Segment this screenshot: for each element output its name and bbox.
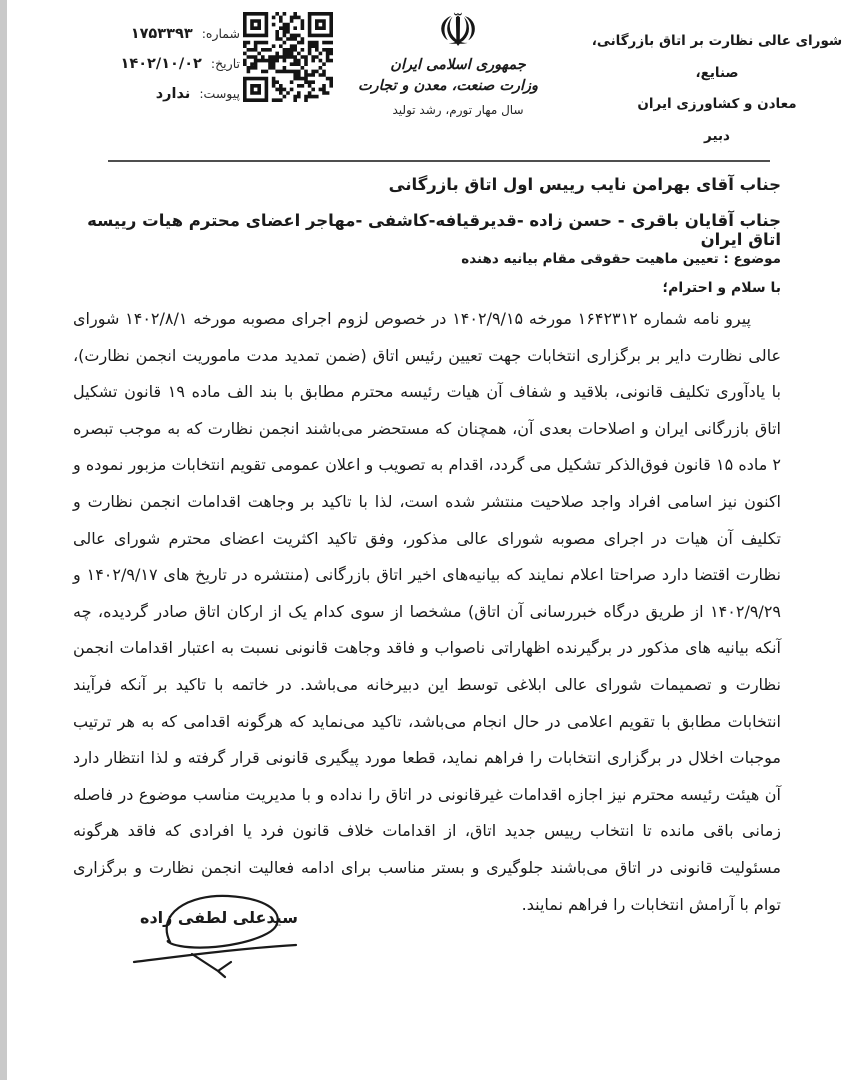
council-line-1: شورای عالی نظارت بر اتاق بازرگانی، صنایع، (591, 33, 843, 81)
country-title: جمهوری اسلامی ایران (390, 56, 526, 74)
iran-emblem-icon: ☫ (437, 3, 479, 57)
council-line-2: معادن و کشاورزی ایران (637, 96, 797, 113)
signatory-name: سیدعلی لطفی زاده (140, 908, 298, 927)
letter-meta (60, 26, 240, 116)
letterhead-center (358, 3, 538, 118)
recipient-line-1: جناب آقای بهرامن نایب رییس اول اتاق بازرگانی (388, 175, 781, 194)
letter-attachment-row (60, 86, 240, 102)
scan-edge-shadow (0, 0, 7, 1080)
recipient-line-2: جناب آقایان باقری - حسن زاده -قدیرقیافه-کاشفی -مهاجر اعضای محترم هیات رییسه اتاق ایران (87, 211, 781, 249)
year-slogan: سال مهار تورم، رشد تولید (392, 103, 524, 118)
letter-body: پیرو نامه شماره ۱۶۴۲۳۱۲ مورخه ۱۴۰۲/۹/۱۵ در خصوص لزوم اجرای مصوبه مورخه ۱۴۰۲/۸/۱ شورای عالی نظارت دایر بر برگزاری انتخابات جهت تعیین رئیس اتاق (ضمن تمدید مدت ماموریت انجمن نظارت)، با یادآوری تکلیف قانونی، بلاقید و شفاف آن هیات رئیسه محترم مطابق با بند الف ماده ۱۹ قانون تشکیل اتاق بازرگانی ایران و اصلاحات بعدی آن، همچنان که مستحضر می‌باشند انجمن نظارت که به موجب تبصره ۲ ماده ۱۵ قانون فوق‌الذکر تشکیل می گردد، اقدام به تصویب و اعلان عمومی تقویم انتخابات مزبور نموده و اکنون نیز اسامی افراد واجد صلاحیت منتشر شده است، لذا با تاکید بر وجاهت اقدامات انجمن نظارت و تکلیف آن هیات در اجرای مصوبه شورای عالی مذکور، وفق تاکید اکثریت اعضای محترم شورای عالی نظارت اقتضا دارد صراحتا اعلام نمایند که بیانیه‌های اخیر اتاق بازرگانی (منتشره در تاریخ های ۱۴۰۲/۹/۱۷ و ۱۴۰۲/۹/۲۹ از طریق درگاه خبررسانی آن اتاق) مشخصا از سوی کدام یک از ارکان اتاق صادر گردیده، چه آنکه بیانیه های مذکور در برگیرنده اظهاراتی ناصواب و فاقد وجاهت قانونی نسبت به اعتبار اقدامات انجمن نظارت و تصمیمات شورای عالی ابلاغی توسط این دبیرخانه می‌باشد. در خاتمه با تاکید بر آنکه فرآیند انتخابات مطابق با تقویم اعلامی در حال انجام می‌باشد، تاکید می‌نماید که هرگونه اقدامی که به هر ترتیب موجبات اخلال در برگزاری انتخابات را فراهم نماید، قطعا مورد پیگیری قانونی قرار گرفته و لذا انتظار دارد آن هیئت رئیسه محترم نیز اجازه اقدامات غیرقانونی در اتاق را نداده و با مدیریت مناسب موضوع در فاصله زمانی باقی مانده تا انتخاب رییس جدید اتاق، از اقدامات خلاف قانون فرد یا افرادی که فاقد هرگونه مسئولیت قانونی در اتاق می‌باشند جلوگیری و بستر مناسب برای ادامه فعالیت انجمن نظارت و برگزاری توام با آرامش انتخابات را فراهم نمایند. (73, 309, 782, 914)
letter-attachment-label: پیوست: (199, 86, 240, 101)
salutation-line: با سلام و احترام؛ (662, 280, 781, 296)
header-divider (108, 160, 770, 162)
ministry-title: وزارت صنعت، معدن و تجارت (358, 77, 538, 95)
letter-number-value: ۱۷۵۳۳۹۳ (130, 26, 193, 42)
letter-number-label: شماره: (201, 26, 240, 41)
letter-attachment-value: ندارد (155, 86, 191, 102)
letter-date-row (60, 56, 240, 72)
subject-line: موضوع : تعیین ماهیت حقوقی مقام بیانیه دهنده (461, 251, 781, 267)
letter-date-value: ۱۴۰۲/۱۰/۰۲ (120, 56, 202, 72)
council-line-3: دبیر (704, 128, 730, 145)
letterhead-council (586, 26, 848, 153)
qr-code (243, 12, 333, 102)
letter-date-label: تاریخ: (210, 56, 240, 71)
letter-number-row (60, 26, 240, 42)
